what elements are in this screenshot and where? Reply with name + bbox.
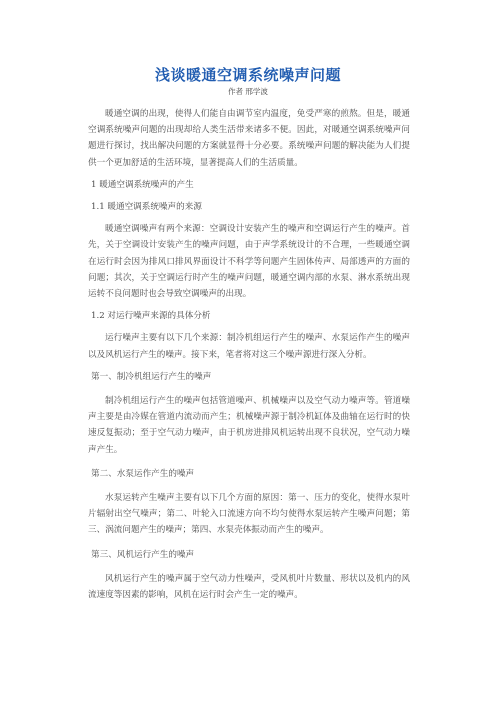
section-heading-1-1: 1.1 暖通空调系统噪声的来源	[91, 202, 202, 213]
paragraph-intro: 暖通空调的出现，使得人们能自由调节室内温度，免受严寒的煎熬。但是，暖通空调系统噪声问题的出现却给人类生活带来诸多不便。因此，对暖通空调系统噪声问题进行探讨，找出解决问题的方案就显得十分必要。系统噪声问题的解决能为人们提供一个更加舒适的生活环境，显著提高人们的生活质量。	[88, 109, 410, 168]
paragraph-operation-noise: 运行噪声主要有以下几个来源：制冷机组运行产生的噪声、水泵运作产生的噪声以及风机运行产生的噪声。接下来，笔者将对这三个噪声源进行深入分析。	[88, 333, 410, 360]
subheading-water-pump: 第二、水泵运作产生的噪声	[91, 468, 195, 479]
section-heading-1: 1 暖通空调系统噪声的产生	[91, 179, 194, 190]
document-body	[88, 106, 410, 603]
subheading-refrigeration-unit: 第一、制冷机组运行产生的噪声	[91, 371, 212, 382]
paragraph-noise-sources: 暖通空调噪声有两个来源：空调设计安装产生的噪声和空调运行产生的噪声。首先，关于空调设计安装产生的噪声问题，由于声学系统设计的不合理，一些暖通空调在运行时会因为排风口排风界面设计不科学等问题产生固体传声、局部透声的方面的问题；其次，关于空调运行时产生的噪声问题，暖通空调内部的水泵、淋水系统出现运转不良问题时也会导致空调噪声的出现。	[88, 224, 410, 300]
paragraph-refrigeration-unit: 制冷机组运行产生的噪声包括管道噪声、机械噪声以及空气动力噪声等。管道噪声主要是由冷媒在管道内流动而产生；机械噪声源于制冷机缸体及曲轴在运行时的快速反复振动；至于空气动力噪声，由于机房进排风机运转出现不良状况，空气动力噪声产生。	[88, 396, 410, 455]
document-title: 浅谈暖通空调系统噪声问题	[154, 66, 341, 84]
section-heading-1-2: 1.2 对运行噪声来源的具体分析	[91, 311, 211, 322]
document-author: 作者 邢学波	[228, 87, 268, 96]
paragraph-fan: 风机运行产生的噪声属于空气动力性噪声，受风机叶片数量、形状以及机内的风流速度等因素的影响，风机在运行时会产生一定的噪声。	[88, 573, 410, 601]
subheading-fan: 第三、风机运行产生的噪声	[91, 549, 195, 560]
paragraph-water-pump: 水泵运转产生噪声主要有以下几个方面的原因：第一、压力的变化，使得水泵叶片辐射出空气噪声；第二、叶轮入口流速方向不均匀使得水泵运转产生噪声问题；第三、涡流问题产生的噪声；第四、水泵壳体振动而产生的噪声。	[88, 493, 410, 536]
